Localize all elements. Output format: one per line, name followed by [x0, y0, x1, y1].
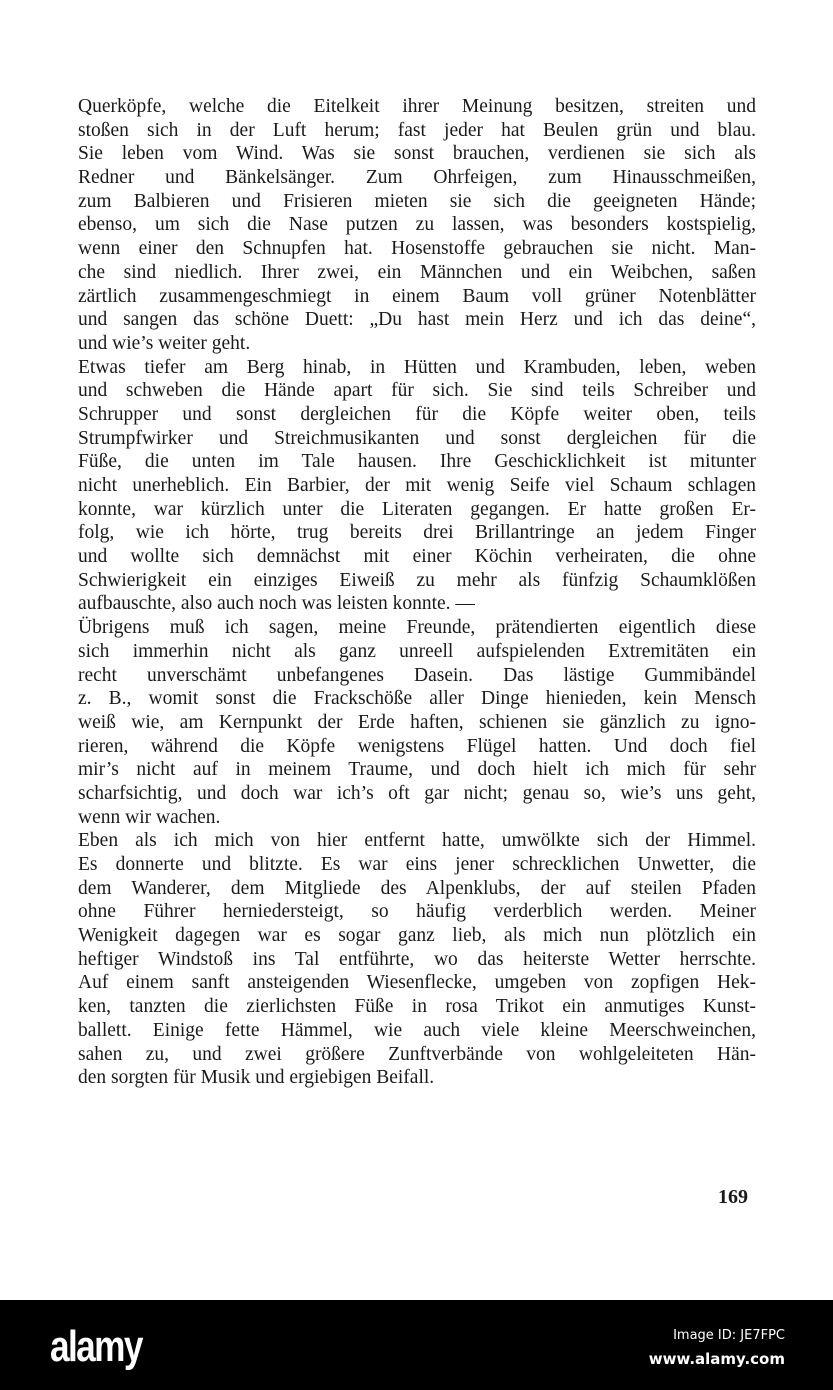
- text-line: sahen zu, und zwei größere Zunftverbände von wohlgeleiteten Hän-: [78, 1043, 756, 1065]
- page-number: 169: [718, 1186, 748, 1208]
- text-line: Redner und Bänkelsänger. Zum Ohrfeigen, zum Hinausschmeißen,: [78, 167, 756, 189]
- text-line: recht unverschämt unbefangenes Dasein. Das lästige Gummibändel: [78, 664, 756, 686]
- text-line: Füße, die unten im Tale hausen. Ihre Geschicklichkeit ist mitunter: [78, 451, 756, 473]
- text-line: konnte, war kürzlich unter die Literaten gegangen. Er hatte großen Er-: [78, 498, 756, 520]
- text-line: che sind niedlich. Ihrer zwei, ein Männchen und ein Weibchen, saßen: [78, 261, 756, 283]
- text-line: und wie’s weiter geht.: [78, 332, 251, 354]
- text-line: Querköpfe, welche die Eitelkeit ihrer Meinung besitzen, streiten und: [78, 96, 756, 117]
- text-line: sich immerhin nicht als ganz unreell aufspielenden Extremitäten ein: [78, 640, 756, 662]
- text-line: z. B., womit sonst die Frackschöße aller Dinge hienieden, kein Mensch: [78, 688, 756, 710]
- text-line: ken, tanzten die zierlichsten Füße in rosa Trikot ein anmutiges Kunst-: [78, 996, 756, 1018]
- text-line: Auf einem sanft ansteigenden Wiesenflecke, umgeben von zopfigen Hek-: [78, 972, 756, 994]
- text-line: stoßen sich in der Luft herum; fast jeder hat Beulen grün und blau.: [78, 119, 756, 141]
- body-text: [78, 95, 756, 1090]
- text-line: ballett. Einige fette Hämmel, wie auch viele kleine Meerschweinchen,: [78, 1019, 756, 1041]
- text-line: Schrupper und sonst dergleichen für die Köpfe weiter oben, teils: [78, 403, 756, 425]
- site-url: www.alamy.com: [648, 1350, 785, 1368]
- alamy-logo: alamy: [50, 1322, 142, 1371]
- text-line: wenn wir wachen.: [78, 806, 221, 828]
- text-line: ohne Führer herniedersteigt, so häufig verderblich werden. Meiner: [78, 901, 756, 923]
- text-line: nicht unerheblich. Ein Barbier, der mit wenig Seife viel Schaum schlagen: [78, 475, 756, 496]
- text-line: zum Balbieren und Frisieren mieten sie sich die geeigneten Hände;: [78, 190, 756, 212]
- text-line: Übrigens muß ich sagen, meine Freunde, prätendierten eigentlich diese: [78, 617, 756, 639]
- watermark-bar: [0, 1300, 833, 1390]
- text-line: weiß wie, am Kernpunkt der Erde haften, schienen sie gänzlich zu igno-: [78, 711, 756, 733]
- text-line: Es donnerte und blitzte. Es war eins jener schrecklichen Unwetter, die: [78, 854, 756, 875]
- text-line: und sangen das schöne Duett: „Du hast mein Herz und ich das deine“,: [78, 309, 756, 331]
- text-line: heftiger Windstoß ins Tal entführte, wo das heiterste Wetter herrschte.: [78, 948, 756, 970]
- paragraph: [78, 616, 756, 829]
- text-line: folg, wie ich hörte, trug bereits drei Brillantringe an jedem Finger: [78, 522, 756, 544]
- text-line: ebenso, um sich die Nase putzen zu lassen, was besonders kostspielig,: [78, 214, 756, 236]
- image-id: Image ID: JE7FPC: [673, 1328, 785, 1343]
- text-line: zärtlich zusammengeschmiegt in einem Baum voll grüner Notenblätter: [78, 285, 756, 307]
- text-line: und schweben die Hände apart für sich. Sie sind teils Schreiber und: [78, 380, 756, 402]
- paragraph: [78, 829, 756, 1090]
- text-line: und wollte sich demnächst mit einer Köchin verheiraten, die ohne: [78, 546, 756, 568]
- text-line: wenn einer den Schnupfen hat. Hosenstoffe gebrauchen sie nicht. Man-: [78, 238, 756, 260]
- text-line: Eben als ich mich von hier entfernt hatte, umwölkte sich der Himmel.: [78, 830, 756, 852]
- paragraph: [78, 356, 756, 617]
- text-line: dem Wanderer, dem Mitgliede des Alpenklubs, der auf steilen Pfaden: [78, 877, 756, 899]
- text-line: Etwas tiefer am Berg hinab, in Hütten und Krambuden, leben, weben: [78, 356, 756, 378]
- text-line: aufbauschte, also auch noch was leisten konnte. —: [78, 593, 475, 615]
- text-line: Wenigkeit dagegen war es sogar ganz lieb, als mich nun plötzlich ein: [78, 925, 756, 947]
- text-line: rieren, während die Köpfe wenigstens Flügel hatten. Und doch fiel: [78, 735, 756, 757]
- text-line: Schwierigkeit ein einziges Eiweiß zu mehr als fünfzig Schaumklößen: [78, 569, 756, 591]
- text-line: mir’s nicht auf in meinem Traume, und doch hielt ich mich für sehr: [78, 759, 756, 781]
- text-line: den sorgten für Musik und ergiebigen Beifall.: [78, 1067, 435, 1089]
- text-line: scharfsichtig, und doch war ich’s oft gar nicht; genau so, wie’s uns geht,: [78, 782, 756, 804]
- paragraph: [78, 95, 756, 356]
- text-line: Strumpfwirker und Streichmusikanten und sonst dergleichen für die: [78, 427, 756, 449]
- text-line: Sie leben vom Wind. Was sie sonst brauchen, verdienen sie sich als: [78, 143, 756, 165]
